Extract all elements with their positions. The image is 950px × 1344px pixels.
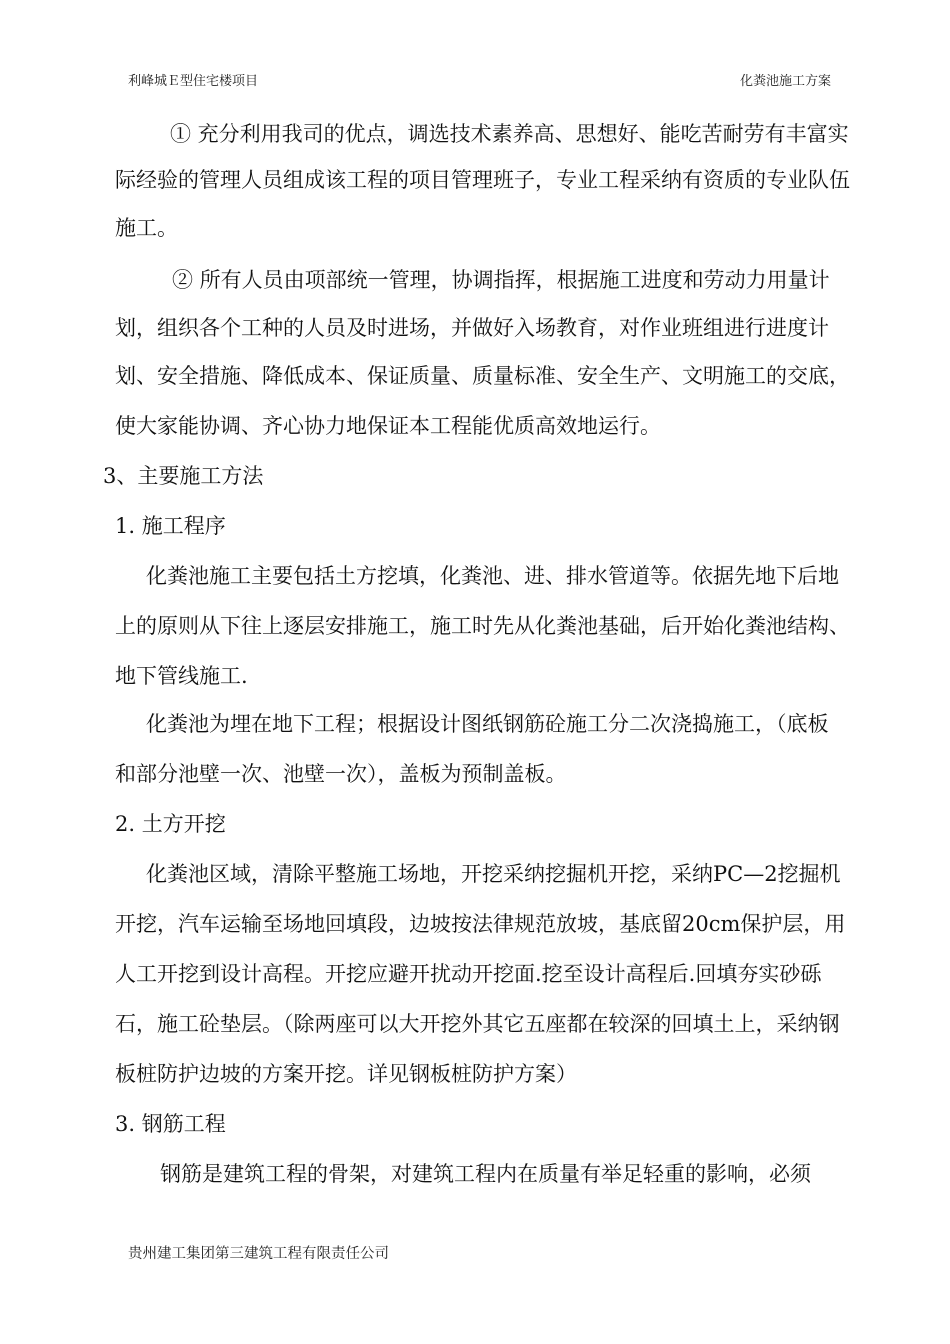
body-line: 划、安全措施、降低成本、保证质量、质量标准、安全生产、文明施工的交底， [115, 364, 850, 388]
body-line: 际经验的管理人员组成该工程的项目管理班子，专业工程采纳有资质的专业队伍 [115, 168, 850, 192]
body-line: 石，施工砼垫层。（除两座可以大开挖外其它五座都在较深的回填土上，采纳钢 [115, 1012, 840, 1036]
page-footer: 贵州建工集团第三建筑工程有限责任公司 [128, 1246, 389, 1262]
body-line: 上的原则从下往上逐层安排施工，施工时先从化粪池基础，后开始化粪池结构、 [115, 614, 850, 638]
body-line: 钢筋是建筑工程的骨架，对建筑工程内在质量有举足轻重的影响，必须 [160, 1162, 811, 1186]
body-line: ② 所有人员由项部统一管理，协调指挥，根据施工进度和劳动力用量计 [172, 268, 830, 292]
body-line: 化粪池区域，清除平整施工场地，开挖采纳挖掘机开挖，采纳PC—2挖掘机 [146, 862, 841, 886]
page-header-right: 化粪池施工方案 [740, 74, 832, 89]
body-line: ① 充分利用我司的优点，调选技术素养高、思想好、能吃苦耐劳有丰富实 [170, 122, 849, 146]
body-line: 化粪池施工主要包括土方挖填，化粪池、进、排水管道等。依据先地下后地 [146, 564, 839, 588]
section-heading: 3、主要施工方法 [103, 464, 264, 488]
body-line: 人工开挖到设计高程。开挖应避开扰动开挖面.挖至设计高程后.回填夯实砂砾 [115, 962, 822, 986]
body-line: 和部分池壁一次、池壁一次），盖板为预制盖板。 [115, 762, 567, 786]
subsection-heading: 2. 土方开挖 [115, 812, 226, 836]
body-line: 施工。 [115, 216, 178, 240]
subsection-heading: 3. 钢筋工程 [115, 1112, 226, 1136]
body-line: 使大家能协调、齐心协力地保证本工程能优质高效地运行。 [115, 414, 661, 438]
body-line: 板桩防护边坡的方案开挖。详见钢板桩防护方案） [115, 1062, 577, 1086]
body-line: 地下管线施工. [115, 664, 248, 688]
page-header-left: 利峰城Ｅ型住宅楼项目 [128, 74, 259, 89]
body-line: 开挖，汽车运输至场地回填段，边坡按法律规范放坡，基底留20cm保护层，用 [115, 912, 846, 936]
body-line: 划，组织各个工种的人员及时进场，并做好入场教育，对作业班组进行进度计 [115, 316, 829, 340]
body-line: 化粪池为埋在地下工程；根据设计图纸钢筋砼施工分二次浇捣施工，（底板 [146, 712, 829, 736]
subsection-heading: 1. 施工程序 [115, 514, 226, 538]
